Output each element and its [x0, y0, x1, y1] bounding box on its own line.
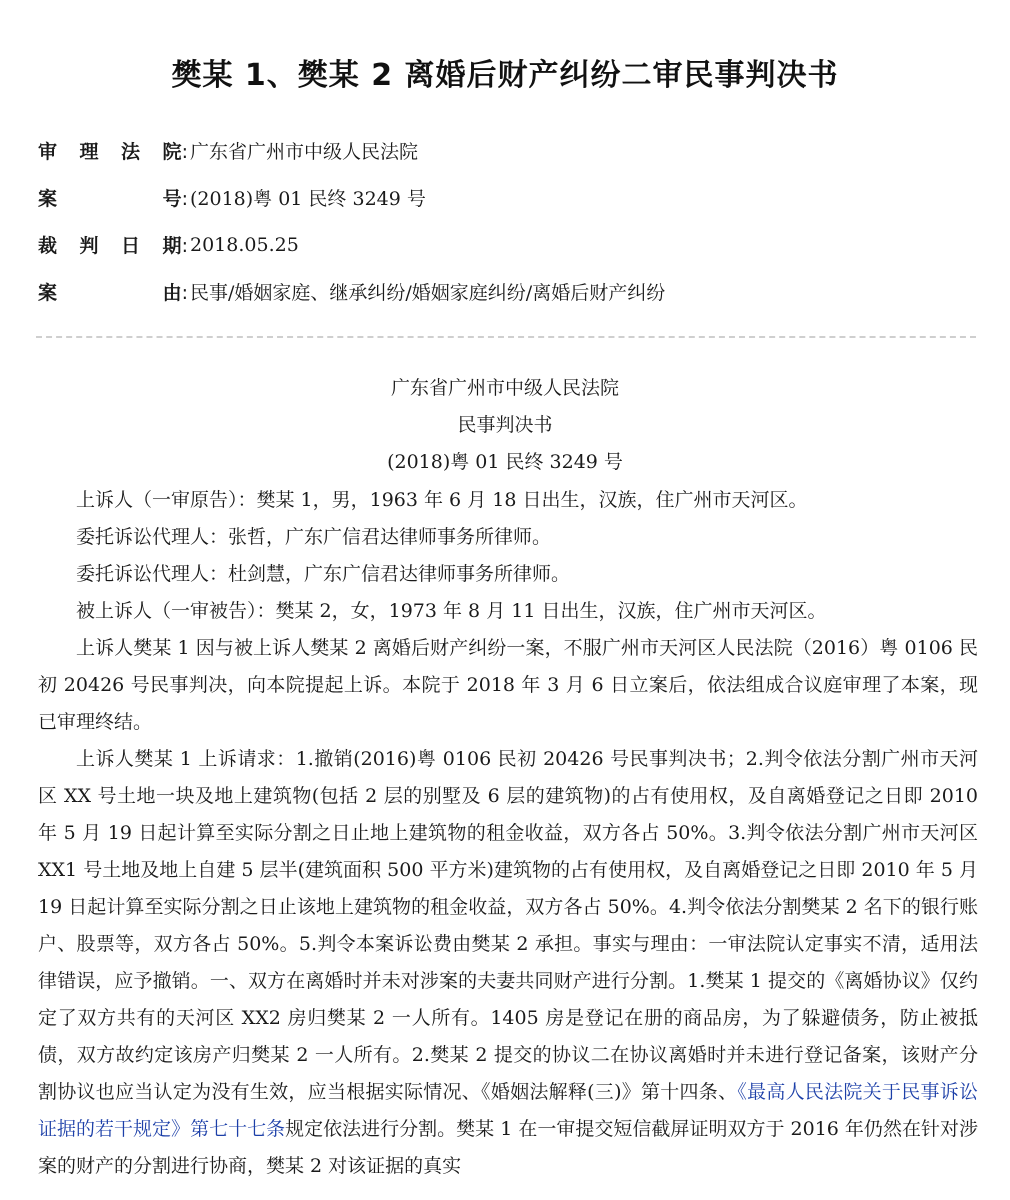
- meta-label-char: 由:: [162, 282, 188, 304]
- judgment-body: [38, 482, 978, 1185]
- header-case-no: (2018)粤 01 民终 3249 号: [387, 451, 623, 473]
- paragraph-agent-1: 委托诉讼代理人：张哲，广东广信君达律师事务所律师。: [76, 526, 552, 548]
- header-doc-type: 民事判决书: [457, 414, 553, 436]
- meta-label-char: 院:: [162, 141, 188, 163]
- paragraph-appeal-request: [38, 741, 978, 1185]
- meta-value-date: 2018.05.25: [190, 233, 299, 256]
- meta-row-case-no: [38, 174, 978, 221]
- meta-label-char: 裁: [38, 235, 58, 257]
- meta-label-char: 判: [79, 235, 99, 257]
- meta-label-char: 理: [79, 141, 99, 163]
- header-court: 广东省广州市中级人民法院: [390, 377, 619, 399]
- document-title: 樊某 1、樊某 2 离婚后财产纠纷二审民事判决书: [171, 58, 839, 93]
- paragraph-appellant: 上诉人（一审原告）：樊某 1，男，1963 年 6 月 18 日出生，汉族，住广州市天河区。: [76, 489, 808, 511]
- meta-label-char: 日: [121, 235, 141, 257]
- evidence-rules-link[interactable]: 《最高人民法院关于民事诉讼证据的若干规定》: [38, 1081, 978, 1140]
- meta-value-cause: 民事/婚姻家庭、继承纠纷/婚姻家庭纠纷/离婚后财产纠纷: [190, 282, 666, 304]
- meta-label-char: 法: [121, 141, 141, 163]
- meta-label-char: 案: [38, 188, 58, 210]
- meta-row-date: [38, 221, 978, 268]
- meta-label-char: 审: [38, 141, 58, 163]
- meta-label-court: [38, 137, 188, 164]
- meta-row-court: [38, 127, 978, 174]
- meta-label-cause: [38, 278, 188, 305]
- meta-row-cause: [38, 268, 978, 315]
- meta-label-case-no: [38, 184, 188, 211]
- meta-label-char: 号:: [162, 188, 188, 210]
- meta-value-case-no: (2018)粤 01 民终 3249 号: [190, 188, 426, 210]
- judgment-header: [0, 370, 1010, 481]
- meta-label-char: 案: [38, 282, 58, 304]
- meta-value-court: 广东省广州市中级人民法院: [190, 141, 419, 163]
- section-divider: [36, 336, 976, 338]
- meta-label-char: 期:: [162, 235, 188, 257]
- case-meta: [38, 127, 978, 315]
- paragraph-case-intro: 上诉人樊某 1 因与被上诉人樊某 2 离婚后财产纠纷一案，不服广州市天河区人民法院（2016）粤 0106 民初 20426 号民事判决，向本院提起上诉。本院于 2018 年 3 月 6 日立案后，依法组成合议庭审理了本案，现已审理终结。: [38, 637, 978, 733]
- meta-label-date: [38, 231, 188, 258]
- appeal-text-part-2: 规定依法进行分割。樊某 1 在一审提交短信截屏证明双方于 2016 年仍然在针对涉案的财产的分割进行协商，樊某 2 对该证据的真实: [38, 1118, 978, 1177]
- paragraph-appellee: 被上诉人（一审被告）：樊某 2，女，1973 年 8 月 11 日出生，汉族，住广州市天河区。: [76, 600, 827, 622]
- article-77-link[interactable]: 第七十七条: [190, 1118, 286, 1140]
- paragraph-agent-2: 委托诉讼代理人：杜剑慧，广东广信君达律师事务所律师。: [76, 563, 571, 585]
- appeal-text-part-1: 上诉人樊某 1 上诉请求：1.撤销(2016)粤 0106 民初 20426 号民事判决书；2.判令依法分割广州市天河区 XX 号土地一块及地上建筑物(包括 2 层的别墅及 6 层的建筑物)的占有使用权，及自离婚登记之日即 2010 年 5 月 19 日起计算至实际分割之日止地上建筑物的租金收益，双方各占 50%。3.判令依法分割广州市天河区 XX1 号土地及地上自建 5 层半(建筑面积 500 平方米)建筑物的占有使用权，及自离婚登记之日即 2010 年 5 月 19 日起计算至实际分割之日止该地上建筑物的租金收益，双方各占 50%。4.判令依法分割樊某 2 名下的银行账户、股票等，双方各占 50%。5.判令本案诉讼费由樊某 2 承担。事实与理由：一审法院认定事实不清，适用法律错误，应予撤销。一、双方在离婚时并未对涉案的夫妻共同财产进行分割。1.樊某 1 提交的《离婚协议》仅约定了双方共有的天河区 XX2 房归樊某 2 一人所有。1405 房是登记在册的商品房，为了躲避债务，防止被抵债，双方故约定该房产归樊某 2 一人所有。2.樊某 2 提交的协议二在协议离婚时并未进行登记备案，该财产分割协议也应当认定为没有生效，应当根据实际情况、《婚姻法解释(三)》第十四条、: [38, 748, 978, 1103]
